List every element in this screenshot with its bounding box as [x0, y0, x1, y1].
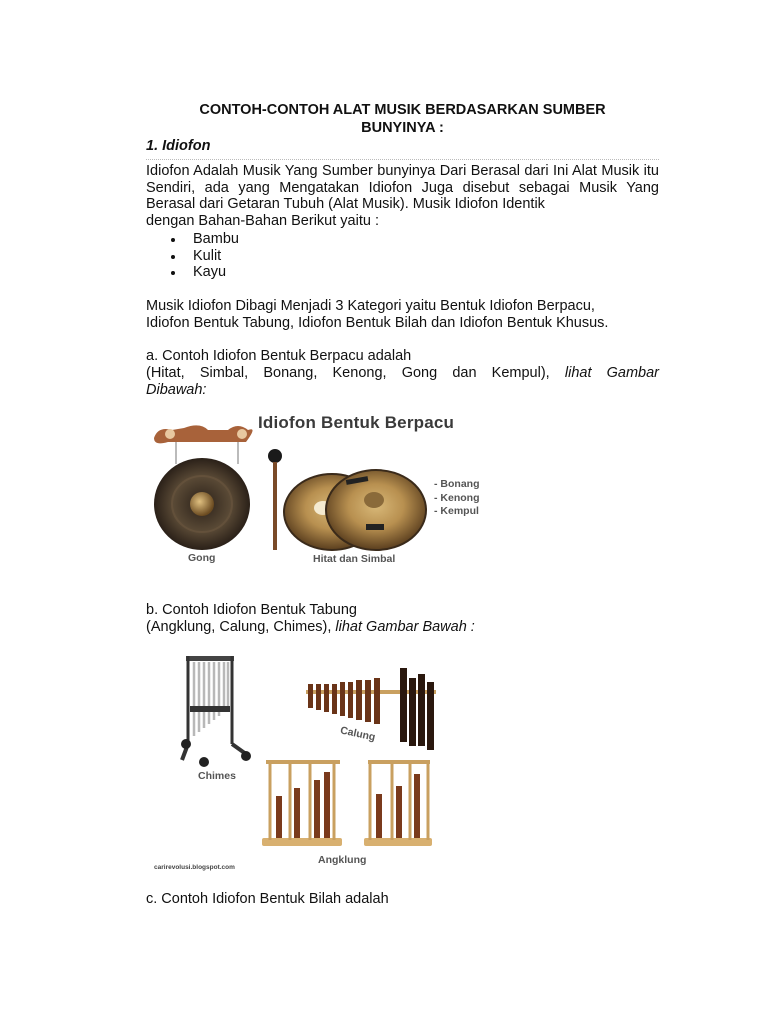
- gong-icon: [154, 425, 253, 550]
- title-line-2: BUNYINYA :: [361, 120, 444, 136]
- caption-angklung: Angklung: [318, 854, 367, 866]
- cymbal-icon: [284, 470, 426, 550]
- list-item: - Kempul: [434, 505, 479, 517]
- section-a-list: (Hitat, Simbal, Bonang, Kenong, Gong dan Kempul),: [146, 365, 550, 381]
- intro-last-line: dengan Bahan-Bahan Berikut yaitu :: [146, 213, 379, 230]
- section-c-heading: c. Contoh Idiofon Bentuk Bilah adalah: [146, 891, 389, 907]
- section-b-heading: b. Contoh Idiofon Bentuk Tabung: [146, 602, 357, 618]
- section-a-see-figure: lihat Gambar: [564, 365, 660, 381]
- instrument-list: [434, 478, 480, 519]
- tube-instruments-illustration: [148, 648, 478, 874]
- section-a-below: Dibawah:: [146, 382, 207, 398]
- title-line-1: CONTOH-CONTOH ALAT MUSIK BERDASARKAN SUMBER: [199, 102, 606, 118]
- section-b-see-figure: lihat Gambar Bawah :: [335, 619, 475, 635]
- caption-calung: Calung: [339, 724, 377, 744]
- list-item: Bambu: [146, 231, 239, 248]
- section-b-examples: [146, 619, 475, 636]
- caption-hitat-simbal: Hitat dan Simbal: [313, 553, 396, 565]
- list-item: - Bonang: [434, 478, 480, 490]
- figure-title: Idiofon Bentuk Berpacu: [258, 413, 455, 432]
- list-item: Kayu: [146, 264, 239, 281]
- section-b-list: (Angklung, Calung, Chimes),: [146, 619, 332, 635]
- caption-chimes: Chimes: [198, 770, 236, 782]
- chimes-icon: [181, 656, 251, 767]
- image-credit: carirevolusi.blogspot.com: [154, 864, 235, 871]
- mallet-icon: [268, 449, 282, 550]
- material-list: [146, 231, 239, 281]
- categories-paragraph: [146, 298, 659, 331]
- figure-idiofon-tabung: [148, 648, 478, 874]
- categories-text: Musik Idiofon Dibagi Menjadi 3 Kategori yaitu Bentuk Idiofon Berpacu,: [146, 298, 595, 314]
- intro-text: Idiofon Adalah Musik Yang Sumber bunyinya Dari Berasal dari Ini Alat Musik itu Sendiri, ada yang Mengatakan Idiofon Juga disebut sebagai Musik Yang Berasal dari Getaran Tubuh (Alat Musik). Musik Idiofon Identik: [146, 163, 659, 213]
- section-a-heading: a. Contoh Idiofon Bentuk Berpacu adalah: [146, 348, 412, 364]
- document-title: [146, 101, 659, 137]
- section-heading-idiofon: 1. Idiofon: [146, 138, 211, 154]
- list-item: - Kenong: [434, 491, 480, 504]
- dotted-divider: [146, 159, 659, 160]
- section-a-examples: [146, 365, 659, 382]
- caption-gong: Gong: [188, 552, 216, 564]
- categories-last-line: Idiofon Bentuk Tabung, Idiofon Bentuk Bilah dan Idiofon Bentuk Khusus.: [146, 314, 609, 331]
- figure-idiofon-berpacu: [148, 408, 510, 578]
- intro-paragraph: [146, 163, 659, 230]
- list-item: Kulit: [146, 248, 239, 265]
- angklung-icon: [262, 760, 432, 846]
